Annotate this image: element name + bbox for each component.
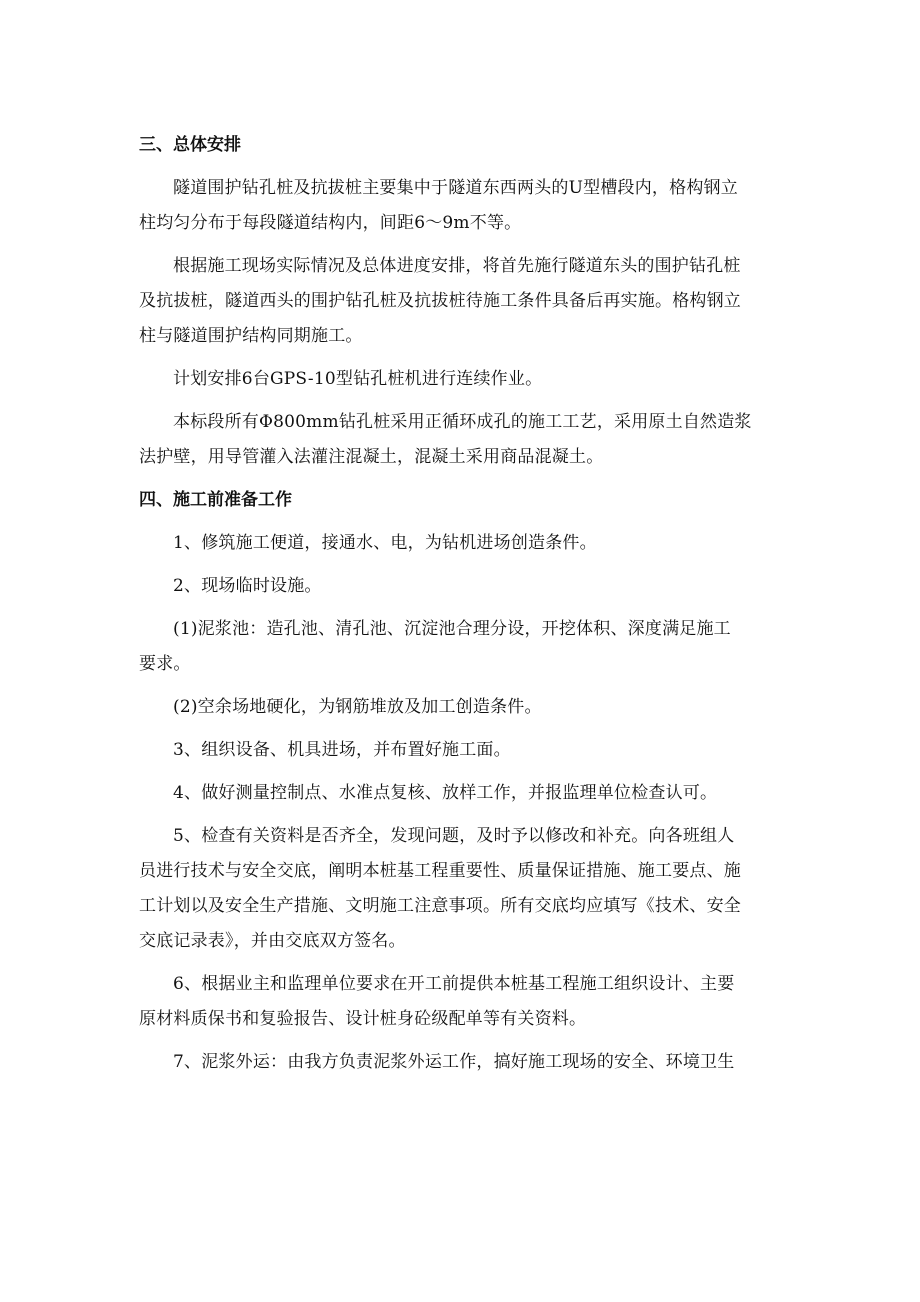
text-line: 2、现场临时设施。 — [173, 576, 322, 596]
text-line: 本标段所有Φ800mm钻孔桩采用正循环成孔的施工工艺，采用原土自然造浆 — [173, 412, 752, 432]
text-line: 4、做好测量控制点、水准点复核、放样工作，并报监理单位检查认可。 — [173, 783, 718, 803]
prep-item-5 — [139, 819, 784, 959]
text-line: 柱与隧道围护结构同期施工。 — [139, 326, 363, 346]
text-line: 员进行技术与安全交底，阐明本桩基工程重要性、质量保证措施、施工要点、施 — [139, 861, 741, 881]
text-line: 隧道围护钻孔桩及抗拔桩主要集中于隧道东西两头的U型槽段内，格构钢立 — [173, 178, 738, 198]
paragraph-overall-4 — [139, 405, 784, 475]
section-3-heading: 三、总体安排 — [139, 135, 241, 155]
text-line: 7、泥浆外运：由我方负责泥浆外运工作，搞好施工现场的安全、环境卫生 — [173, 1052, 735, 1072]
text-line: 交底记录表》，并由交底双方签名。 — [139, 931, 406, 951]
paragraph-overall-3 — [139, 362, 784, 397]
text-line: (1)泥浆池：造孔池、清孔池、沉淀池合理分设，开挖体积、深度满足施工 — [173, 619, 731, 639]
text-line: 6、根据业主和监理单位要求在开工前提供本桩基工程施工组织设计、主要 — [173, 974, 735, 994]
text-line: 原材料质保书和复验报告、设计桩身砼级配单等有关资料。 — [139, 1009, 587, 1029]
text-line: 柱均匀分布于每段隧道结构内，间距6～9m不等。 — [139, 213, 522, 233]
prep-item-2 — [139, 569, 784, 604]
text-line: 5、检查有关资料是否齐全，发现问题，及时予以修改和补充。向各班组人 — [173, 826, 735, 846]
prep-item-3 — [139, 733, 784, 768]
text-line: 1、修筑施工便道，接通水、电，为钻机进场创造条件。 — [173, 533, 597, 553]
text-line: 3、组织设备、机具进场，并布置好施工面。 — [173, 740, 511, 760]
prep-item-7 — [139, 1045, 784, 1080]
text-line: 工计划以及安全生产措施、文明施工注意事项。所有交底均应填写《技术、安全 — [139, 896, 741, 916]
text-line: 计划安排6台GPS-10型钻孔桩机进行连续作业。 — [173, 369, 543, 389]
text-line: 要求。 — [139, 654, 191, 674]
text-line: 根据施工现场实际情况及总体进度安排，将首先施行隧道东头的围护钻孔桩 — [173, 256, 741, 276]
section-4-heading: 四、施工前准备工作 — [139, 490, 292, 510]
prep-item-2-sub-1 — [139, 612, 784, 682]
text-line: 法护壁，用导管灌入法灌注混凝土，混凝土采用商品混凝土。 — [139, 447, 604, 467]
text-line: 及抗拔桩，隧道西头的围护钻孔桩及抗拔桩待施工条件具备后再实施。格构钢立 — [139, 291, 741, 311]
prep-item-4 — [139, 776, 784, 811]
paragraph-overall-1 — [139, 171, 784, 241]
text-line: (2)空余场地硬化，为钢筋堆放及加工创造条件。 — [173, 697, 542, 717]
paragraph-overall-2 — [139, 249, 784, 354]
prep-item-6 — [139, 967, 784, 1037]
document-page — [139, 126, 784, 1080]
prep-item-1 — [139, 526, 784, 561]
prep-item-2-sub-2 — [139, 690, 784, 725]
